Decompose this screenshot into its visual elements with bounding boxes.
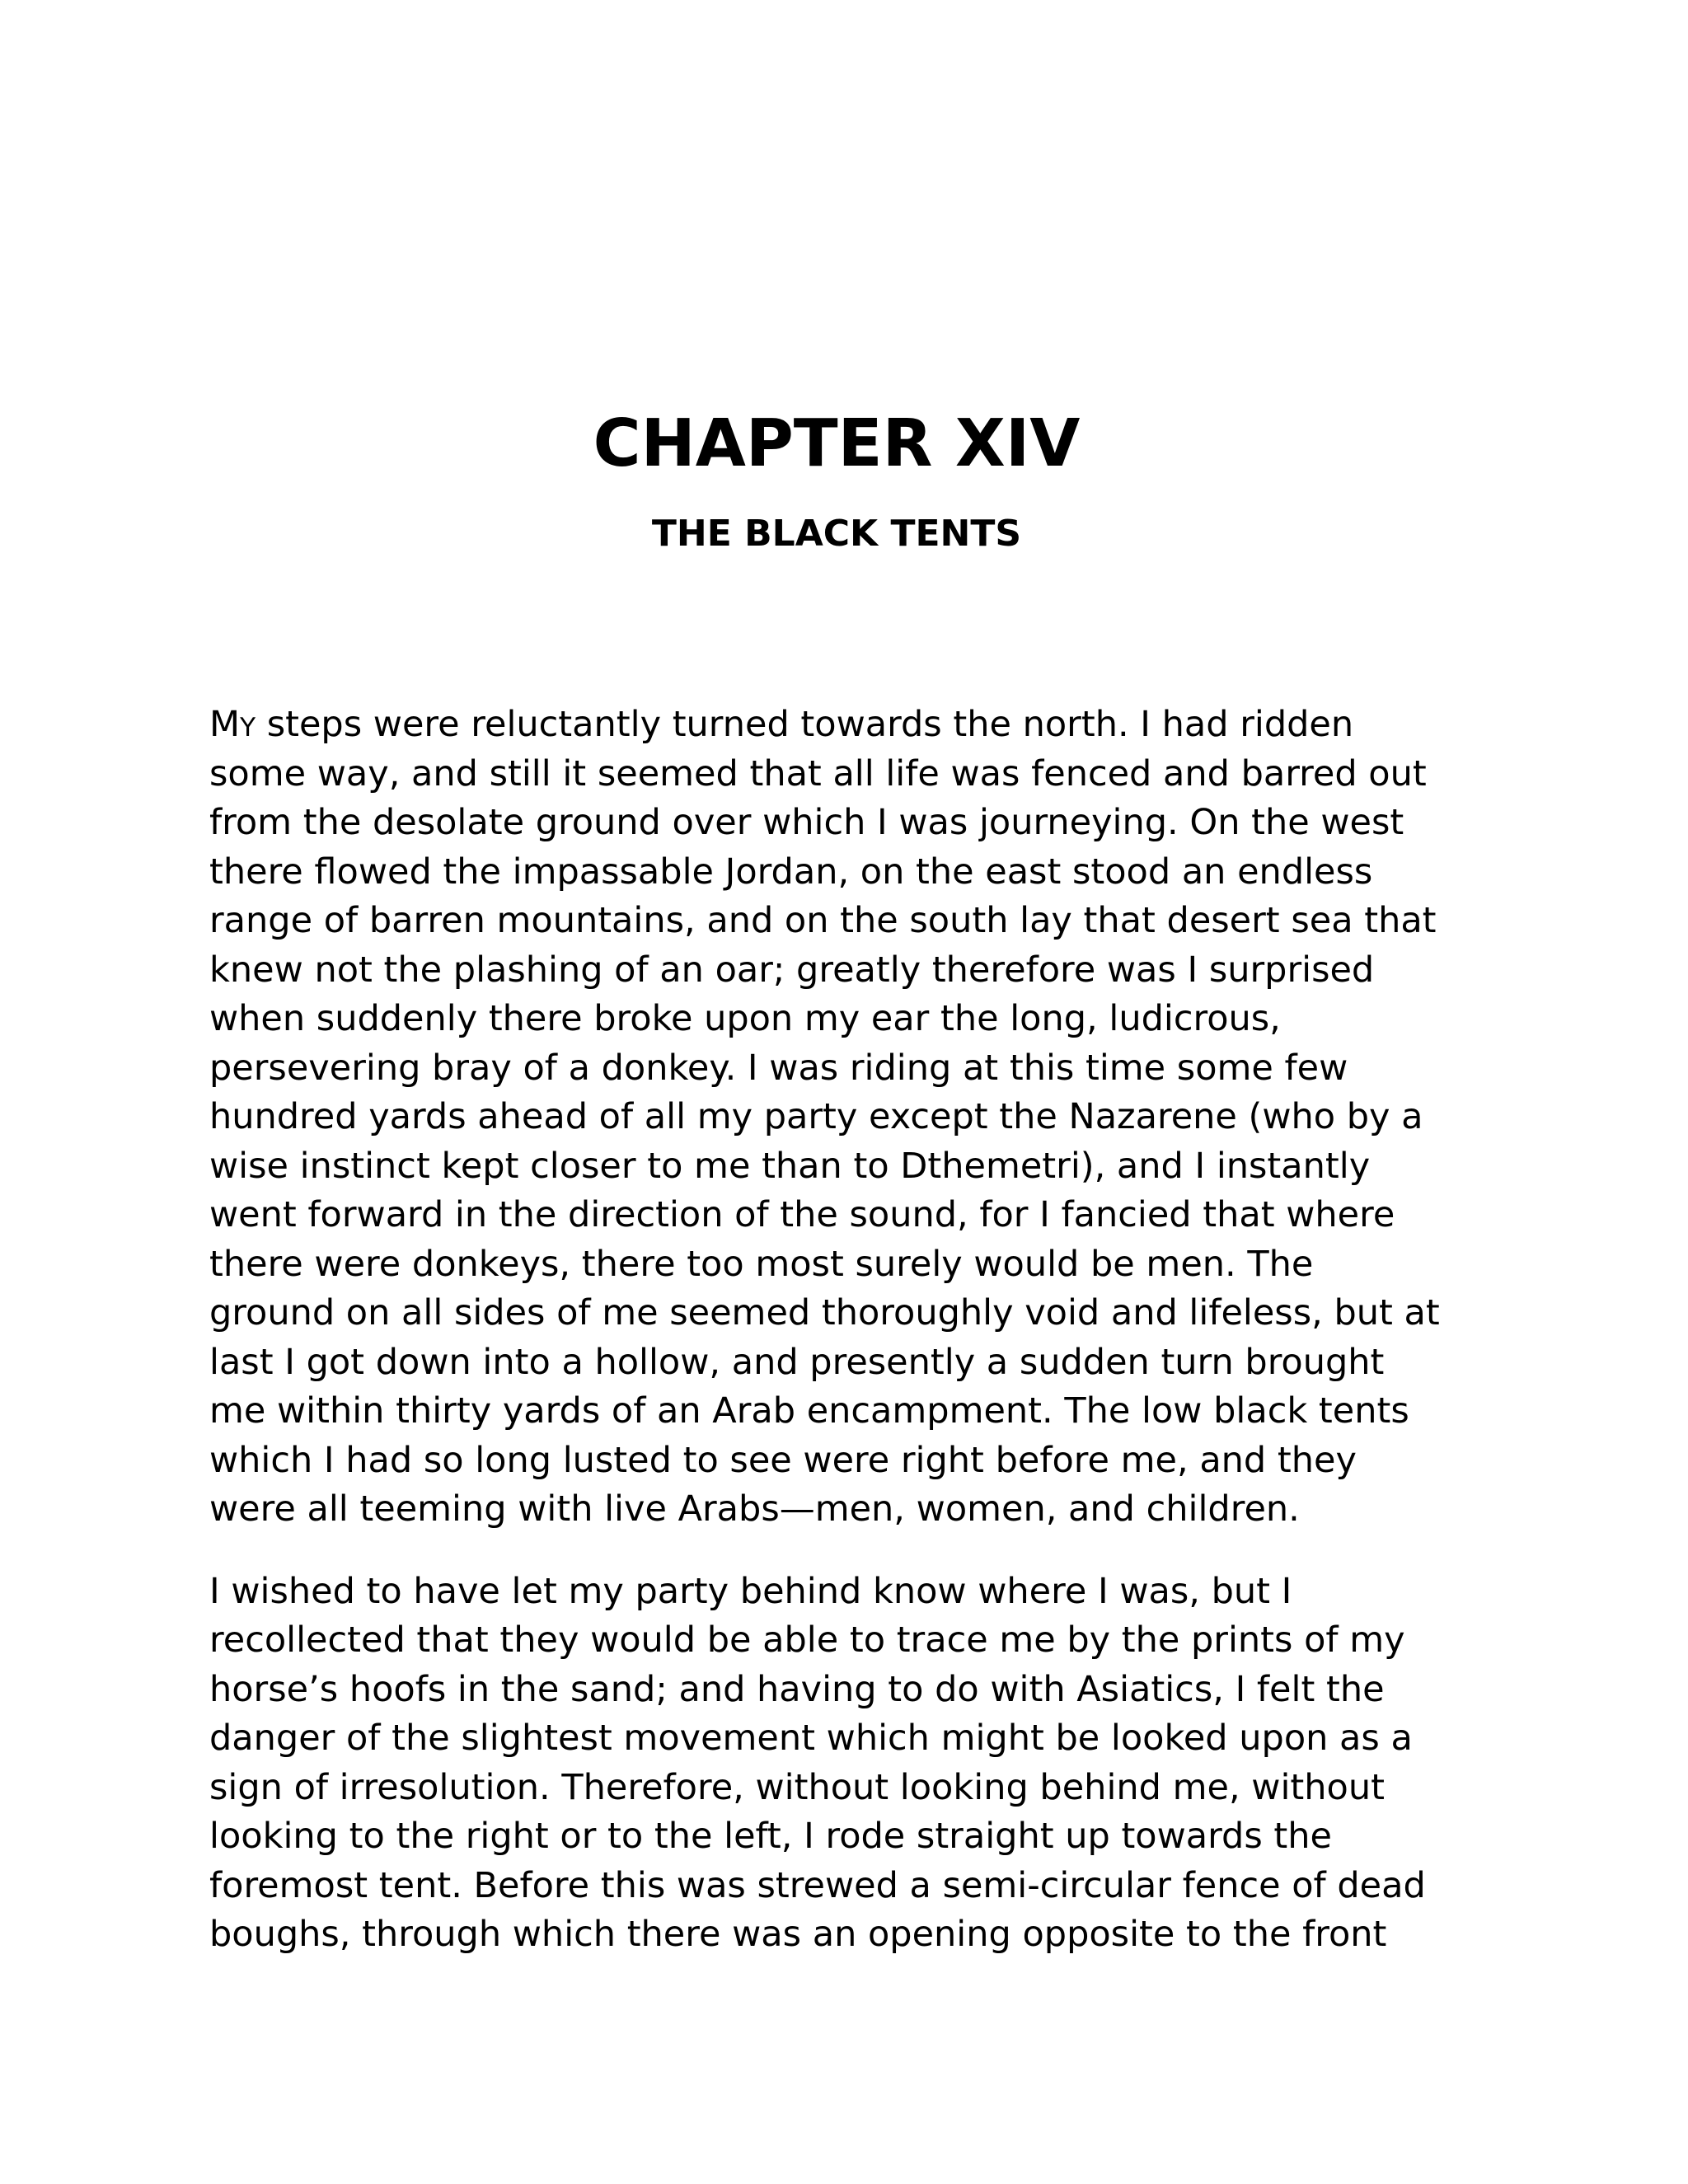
- text-line: [209, 701, 1479, 750]
- text-line: there were donkeys, there too most surely would be men. The: [209, 1243, 1314, 1285]
- text-line: I wished to have let my party behind know where I was, but I: [209, 1570, 1292, 1612]
- text-line: looking to the right or to the left, I rode straight up towards the: [209, 1816, 1332, 1857]
- text-line: wise instinct kept closer to me than to Dthemetri), and I instantly: [209, 1145, 1371, 1187]
- line-text: steps were reluctantly turned towards the north. I had ridden: [256, 704, 1354, 745]
- paragraph-1: [209, 701, 1479, 1535]
- text-line: recollected that they would be able to trace me by the prints of my: [209, 1619, 1405, 1661]
- drop-initial: M: [209, 704, 241, 745]
- text-line: hundred yards ahead of all my party except the Nazarene (who by a: [209, 1096, 1423, 1137]
- paragraph-2: [209, 1568, 1479, 1960]
- chapter-title: CHAPTER XIV: [593, 405, 1081, 481]
- text-line: me within thirty yards of an Arab encampment. The low black tents: [209, 1390, 1409, 1432]
- text-line: horse’s hoofs in the sand; and having to do with Asiatics, I felt the: [209, 1668, 1385, 1710]
- text-line: knew not the plashing of an oar; greatly therefore was I surprised: [209, 949, 1375, 991]
- text-line: boughs, through which there was an opening opposite to the front: [209, 1914, 1387, 1955]
- text-line: sign of irresolution. Therefore, without looking behind me, without: [209, 1766, 1385, 1808]
- text-line: which I had so long lusted to see were right before me, and they: [209, 1439, 1357, 1481]
- text-line: danger of the slightest movement which might be looked upon as a: [209, 1718, 1413, 1759]
- text-line: went forward in the direction of the sound, for I fancied that where: [209, 1194, 1395, 1235]
- body-text: [209, 701, 1479, 1960]
- text-line: range of barren mountains, and on the south lay that desert sea that: [209, 900, 1437, 941]
- chapter-subtitle: THE BLACK TENTS: [651, 513, 1022, 555]
- text-line: last I got down into a hollow, and presently a sudden turn brought: [209, 1341, 1385, 1383]
- text-line: when suddenly there broke upon my ear the long, ludicrous,: [209, 998, 1281, 1039]
- text-line: persevering bray of a donkey. I was riding at this time some few: [209, 1047, 1348, 1089]
- text-line: there flowed the impassable Jordan, on the east stood an endless: [209, 851, 1373, 893]
- small-caps-letter: Y: [240, 713, 256, 743]
- text-line: were all teeming with live Arabs—men, women, and children.: [209, 1488, 1300, 1530]
- text-line: some way, and still it seemed that all life was fenced and barred out: [209, 752, 1427, 794]
- text-line: from the desolate ground over which I was journeying. On the west: [209, 802, 1404, 843]
- paragraph-gap: [209, 1535, 1479, 1568]
- text-line: foremost tent. Before this was strewed a semi-circular fence of dead: [209, 1864, 1426, 1906]
- text-line: ground on all sides of me seemed thoroughly void and lifeless, but at: [209, 1292, 1440, 1333]
